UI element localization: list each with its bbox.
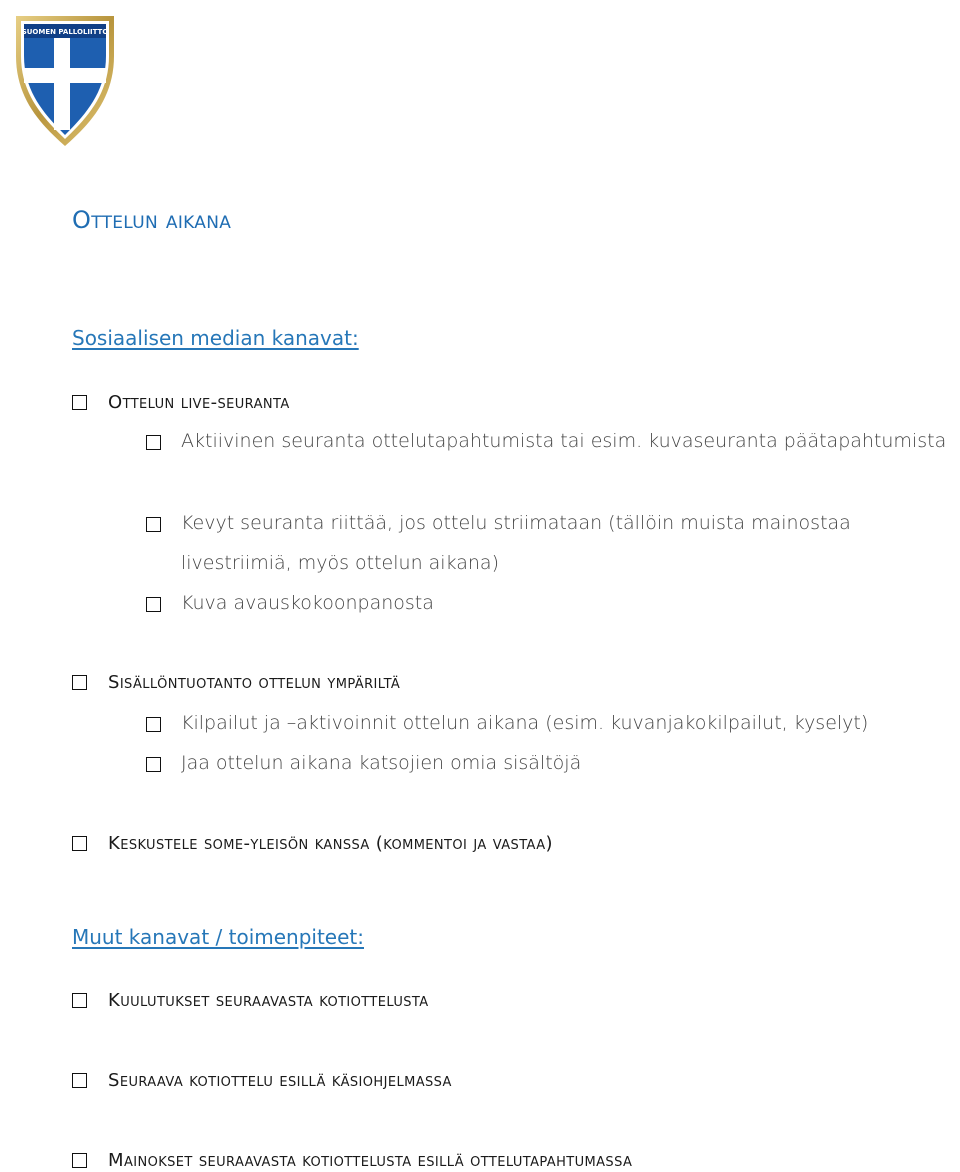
- checklist-item: [72, 392, 290, 414]
- checkbox-icon[interactable]: [72, 836, 87, 851]
- checklist-item: [72, 1070, 452, 1092]
- checkbox-icon[interactable]: [72, 675, 87, 690]
- checklist-item: [72, 990, 429, 1012]
- section-title-other-channels[interactable]: Muut kanavat / toimenpiteet:: [72, 925, 364, 949]
- logo-text: SUOMEN PALLOLIITTO: [21, 28, 109, 36]
- section-title-social-media[interactable]: Sosiaalisen median kanavat:: [72, 326, 359, 350]
- checklist-item: [72, 672, 400, 694]
- checkbox-icon[interactable]: [146, 517, 161, 532]
- checklist-subitem: [146, 430, 956, 461]
- checklist-item: [72, 1150, 632, 1172]
- checklist-subitem-label: Aktiivinen seuranta ottelutapahtumista tai esim. kuvaseuranta päätapahtumista: [181, 430, 947, 452]
- checkbox-icon[interactable]: [146, 757, 161, 772]
- checklist-subitem-label: Kuva avauskokoonpanosta: [181, 592, 434, 614]
- checklist-subitem-label: Kilpailut ja –aktivoinnit ottelun aikana (esim. kuvanjakokilpailut, kyselyt): [181, 712, 869, 734]
- checklist-subitem: [146, 512, 956, 583]
- checklist-subitem-label: Jaa ottelun aikana katsojien omia sisältöjä: [181, 752, 582, 774]
- checklist-subitem: [146, 712, 956, 743]
- checklist-item-label: Mainokset seuraavasta kotiottelusta esillä ottelutapahtumassa: [108, 1150, 633, 1171]
- checklist-subitem: [146, 592, 956, 623]
- checkbox-icon[interactable]: [72, 1153, 87, 1168]
- checkbox-icon[interactable]: [72, 1073, 87, 1088]
- page-heading: Ottelun aikana: [72, 206, 232, 234]
- checklist-item: [72, 833, 553, 855]
- checklist-subitem-label: Kevyt seuranta riittää, jos ottelu striimataan (tällöin muista mainostaa livestriimiä, myös ottelun aikana): [181, 512, 851, 574]
- checkbox-icon[interactable]: [72, 993, 87, 1008]
- checkbox-icon[interactable]: [146, 717, 161, 732]
- checklist-item-label: Seuraava kotiottelu esillä käsiohjelmassa: [108, 1070, 452, 1091]
- checklist-item-label: Sisällöntuotanto ottelun ympäriltä: [108, 672, 401, 693]
- checklist-item-label: Keskustele some-yleisön kanssa (kommentoi ja vastaa): [108, 833, 553, 854]
- checklist-subitem: [146, 752, 956, 783]
- checkbox-icon[interactable]: [72, 395, 87, 410]
- checkbox-icon[interactable]: [146, 597, 161, 612]
- checklist-item-label: Kuulutukset seuraavasta kotiottelusta: [108, 990, 429, 1011]
- suomen-palloliitto-logo: [12, 12, 118, 150]
- checkbox-icon[interactable]: [146, 435, 161, 450]
- checklist-item-label: Ottelun live-seuranta: [108, 392, 290, 413]
